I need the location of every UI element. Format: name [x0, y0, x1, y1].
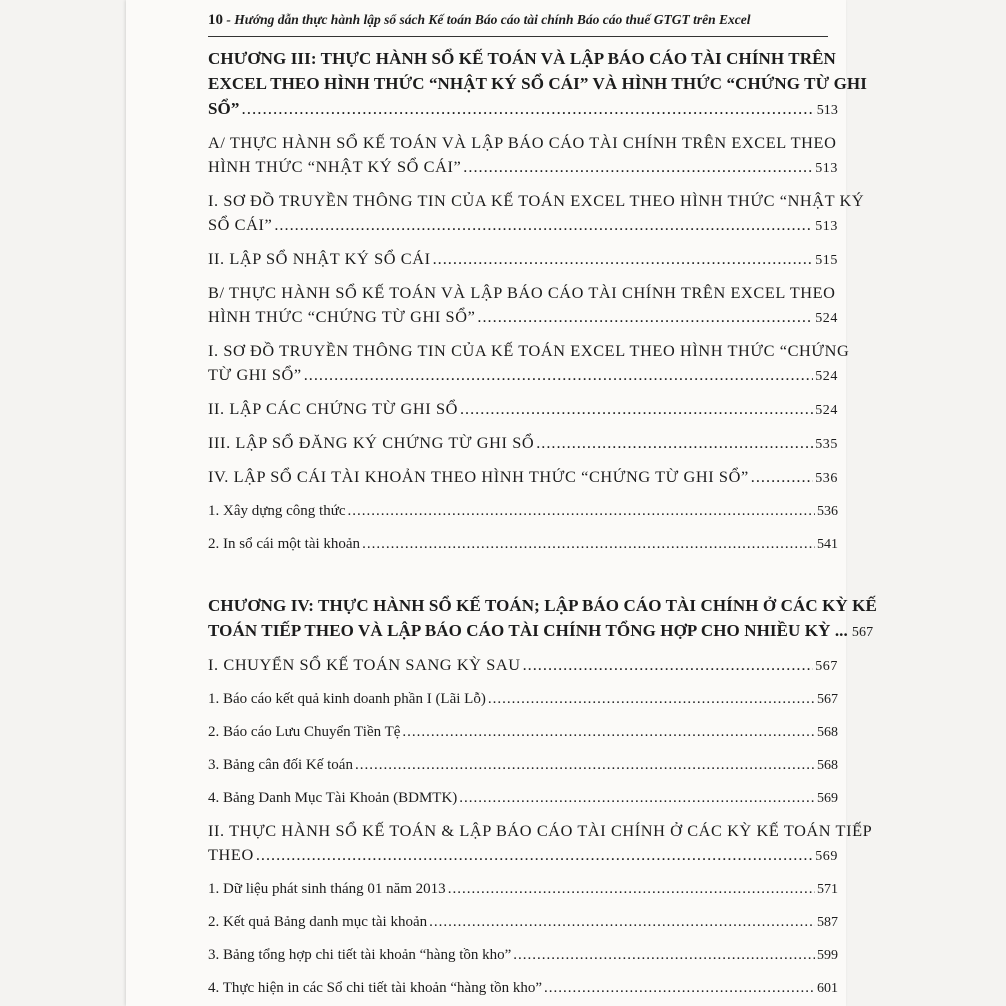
toc-entry: [208, 720, 838, 745]
toc-entry-title: I. CHUYỂN SỔ KẾ TOÁN SANG KỲ SAU: [208, 655, 521, 674]
toc-page-number: 568: [817, 725, 838, 740]
toc-entry: [208, 653, 838, 679]
toc-page-number: 587: [817, 915, 838, 930]
dot-leader: [402, 720, 815, 744]
book-page: [126, 0, 877, 1006]
toc-page-number: 567: [815, 659, 838, 674]
toc-entry: [208, 431, 838, 457]
dot-leader: [448, 877, 815, 901]
toc-page-number: 535: [815, 437, 838, 452]
toc-entry-title: 3. Bảng cân đối Kế toán: [208, 757, 353, 773]
toc-entry-title: SỔ CÁI”: [208, 215, 273, 234]
dot-leader: [477, 305, 813, 329]
toc-entry: [208, 397, 838, 423]
toc-entry-line: I. SƠ ĐỒ TRUYỀN THÔNG TIN CỦA KẾ TOÁN EXCEL THEO HÌNH THỨC “NHẬT KÝ: [208, 191, 865, 210]
toc-entry-title: II. LẬP SỔ NHẬT KÝ SỔ CÁI: [208, 249, 431, 268]
toc-entry-line: I. SƠ ĐỒ TRUYỀN THÔNG TIN CỦA KẾ TOÁN EXCEL THEO HÌNH THỨC “CHỨNG: [208, 341, 850, 360]
toc-page-number: 567: [851, 625, 874, 640]
dot-leader: [536, 431, 813, 455]
toc-page-number: 513: [815, 161, 838, 176]
toc-entry-title: TOÁN TIẾP THEO VÀ LẬP BÁO CÁO TÀI CHÍNH TỔNG HỢP CHO NHIỀU KỲ ...: [208, 621, 848, 640]
toc-entry: [208, 943, 838, 968]
toc-entry-title: 4. Thực hiện in các Sổ chi tiết tài khoản “hàng tồn kho”: [208, 980, 543, 996]
toc-entry-title: 1. Báo cáo kết quả kinh doanh phần I (Lãi Lỗ): [208, 691, 486, 707]
dot-leader: [362, 532, 815, 556]
table-of-contents: [208, 46, 877, 1001]
dot-leader: [488, 687, 815, 711]
toc-entry: [208, 131, 838, 181]
dot-leader: [463, 155, 813, 179]
header-title: - Hướng dẫn thực hành lập sổ sách Kế toán Báo cáo tài chính Báo cáo thuế GTGT trên Excel: [226, 12, 751, 27]
toc-entry-line: B/ THỰC HÀNH SỔ KẾ TOÁN VÀ LẬP BÁO CÁO TÀI CHÍNH TRÊN EXCEL THEO: [208, 283, 836, 302]
toc-page-number: 569: [817, 791, 838, 806]
toc-entry: [208, 247, 838, 273]
toc-entry: [208, 819, 873, 869]
toc-page-number: 536: [815, 471, 838, 486]
toc-page-number: 513: [816, 103, 838, 118]
page-number: 10: [208, 12, 223, 28]
toc-entry-title: III. LẬP SỔ ĐĂNG KÝ CHỨNG TỪ GHI SỔ: [208, 433, 535, 452]
toc-entry: [208, 189, 865, 239]
toc-entry-title: 2. In sổ cái một tài khoản: [208, 536, 361, 552]
toc-page-number: 571: [817, 882, 838, 897]
toc-entry: [208, 281, 838, 331]
toc-entry: [208, 532, 838, 557]
toc-entry-title: 1. Dữ liệu phát sinh tháng 01 năm 2013: [208, 881, 446, 897]
toc-entry: [208, 465, 838, 491]
toc-page-number: 568: [817, 758, 838, 773]
toc-page-number: 515: [815, 253, 838, 268]
dot-leader: [433, 247, 814, 271]
toc-entry-title: SỔ”: [208, 99, 240, 118]
dot-leader: [347, 499, 815, 523]
toc-entry-title: HÌNH THỨC “NHẬT KÝ SỔ CÁI”: [208, 157, 462, 176]
toc-page-number: 601: [817, 981, 838, 996]
toc-entry: [208, 339, 850, 389]
toc-entry-line: CHƯƠNG IV: THỰC HÀNH SỔ KẾ TOÁN; LẬP BÁO CÁO TÀI CHÍNH Ở CÁC KỲ KẾ: [208, 596, 877, 615]
toc-entry: [208, 753, 838, 778]
dot-leader: [241, 96, 814, 121]
dot-leader: [355, 753, 815, 777]
toc-page-number: 513: [815, 219, 838, 234]
toc-entry: [208, 910, 838, 935]
header-rule: [208, 36, 828, 37]
toc-entry-title: 2. Kết quả Bảng danh mục tài khoản: [208, 914, 428, 930]
toc-entry-title: TỪ GHI SỔ”: [208, 365, 302, 384]
toc-entry-line: A/ THỰC HÀNH SỔ KẾ TOÁN VÀ LẬP BÁO CÁO TÀI CHÍNH TRÊN EXCEL THEO: [208, 133, 837, 152]
dot-leader: [274, 213, 813, 237]
dot-leader: [304, 363, 813, 387]
dot-leader: [523, 653, 814, 677]
toc-entry-line: CHƯƠNG III: THỰC HÀNH SỔ KẾ TOÁN VÀ LẬP BÁO CÁO TÀI CHÍNH TRÊN: [208, 49, 836, 68]
dot-leader: [751, 465, 813, 489]
toc-entry-title: 2. Báo cáo Lưu Chuyển Tiền Tệ: [208, 724, 401, 740]
toc-page-number: 541: [817, 537, 838, 552]
toc-page-number: 599: [817, 948, 838, 963]
toc-entry: [208, 877, 838, 902]
toc-page-number: 536: [817, 504, 838, 519]
toc-entry-title: 1. Xây dựng công thức: [208, 503, 346, 519]
dot-leader: [513, 943, 815, 967]
toc-entry: [208, 499, 838, 524]
toc-entry-title: 3. Bảng tổng hợp chi tiết tài khoản “hàng tồn kho”: [208, 947, 512, 963]
toc-page-number: 524: [815, 369, 838, 384]
toc-page-number: 569: [815, 849, 838, 864]
dot-leader: [460, 397, 813, 421]
toc-page-number: 524: [815, 403, 838, 418]
toc-entry: [208, 687, 838, 712]
toc-entry-line: EXCEL THEO HÌNH THỨC “NHẬT KÝ SỔ CÁI” VÀ HÌNH THỨC “CHỨNG TỪ GHI: [208, 74, 867, 93]
toc-entry-title: IV. LẬP SỔ CÁI TÀI KHOẢN THEO HÌNH THỨC “CHỨNG TỪ GHI SỔ”: [208, 467, 749, 486]
toc-entry: [208, 46, 867, 123]
dot-leader: [459, 786, 815, 810]
toc-entry: [208, 786, 838, 811]
toc-page-number: 524: [815, 311, 838, 326]
toc-entry: [208, 976, 838, 1001]
toc-entry-line: II. THỰC HÀNH SỔ KẾ TOÁN & LẬP BÁO CÁO TÀI CHÍNH Ở CÁC KỲ KẾ TOÁN TIẾP: [208, 821, 873, 840]
toc-entry: [208, 593, 877, 645]
dot-leader: [256, 843, 813, 867]
toc-page-number: 567: [817, 692, 838, 707]
dot-leader: [544, 976, 815, 1000]
toc-entry-title: 4. Bảng Danh Mục Tài Khoản (BDMTK): [208, 790, 458, 806]
toc-entry-title: II. LẬP CÁC CHỨNG TỪ GHI SỔ: [208, 399, 458, 418]
toc-entry-title: THEO: [208, 845, 254, 864]
dot-leader: [429, 910, 815, 934]
running-header: [208, 12, 838, 29]
toc-entry-title: HÌNH THỨC “CHỨNG TỪ GHI SỔ”: [208, 307, 476, 326]
